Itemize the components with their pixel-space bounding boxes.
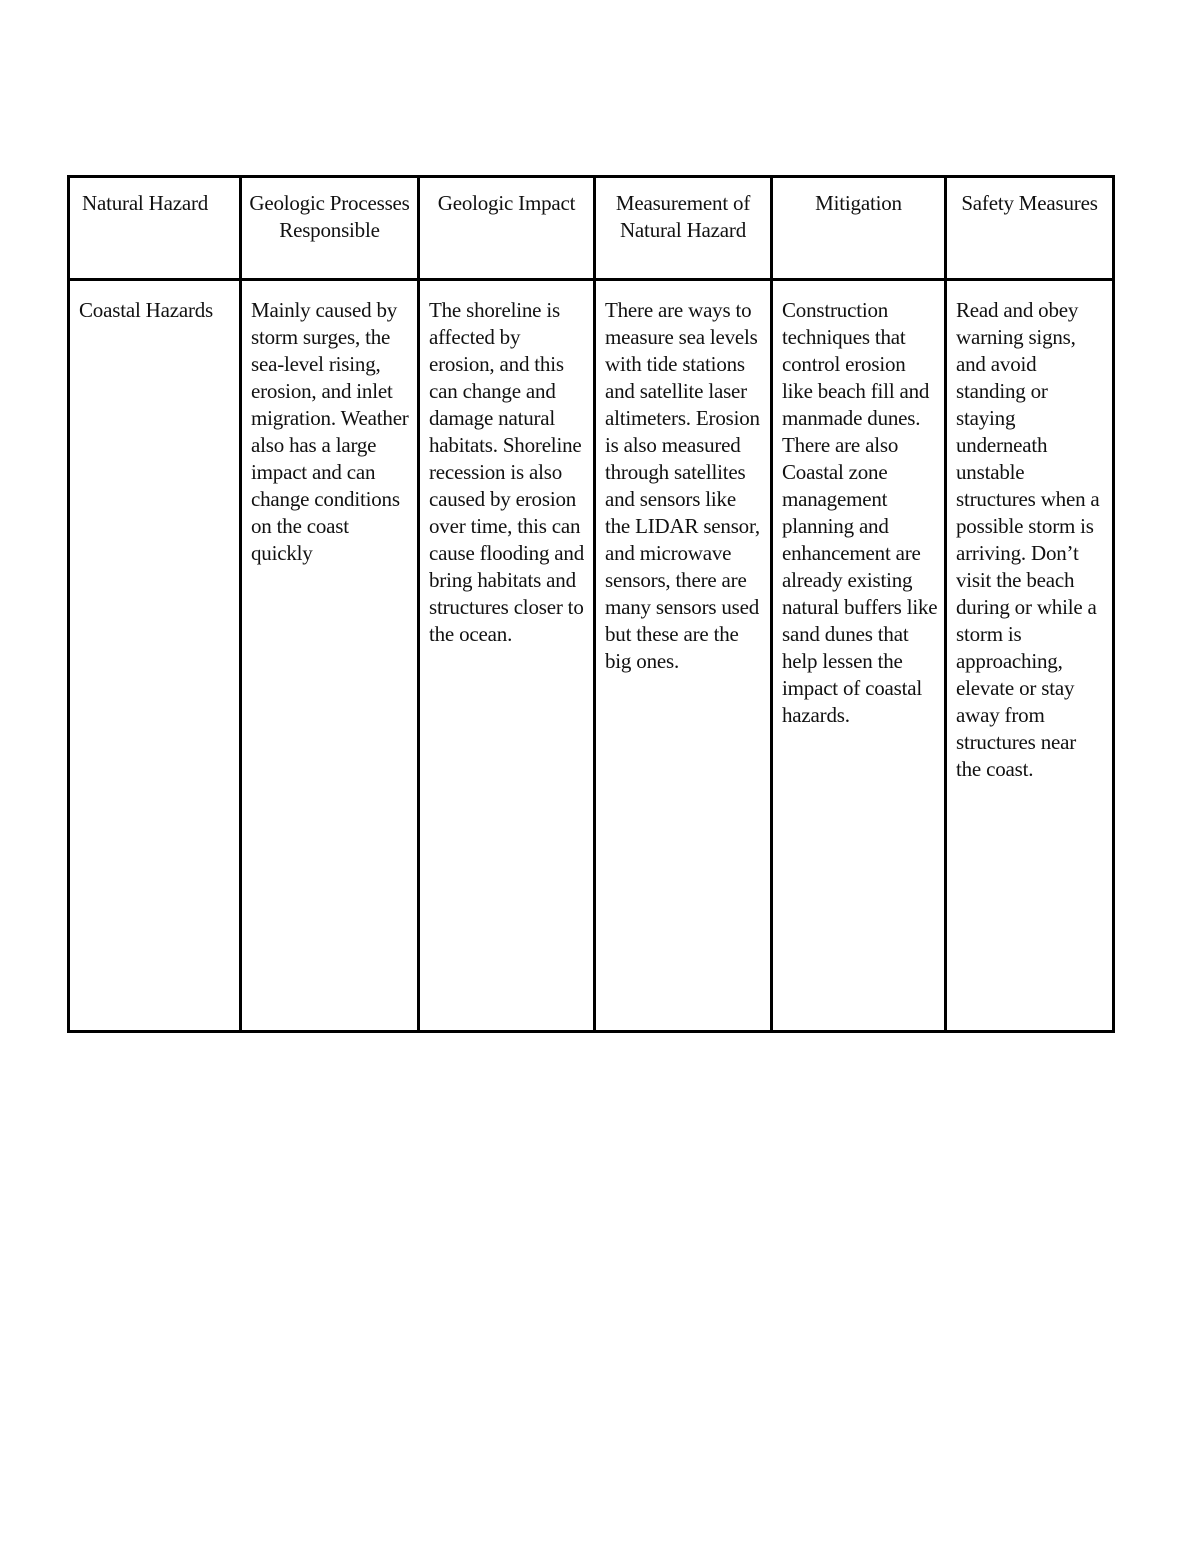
cell-safety-measures: Read and obey warning signs, and avoid standing or staying underneath unstable structures when a possible storm is arriving. Don’t visit the beach during or while a storm is approaching, elevate or stay away from structures near the coast.: [946, 280, 1114, 1032]
header-mitigation: Mitigation: [772, 177, 946, 280]
cell-natural-hazard: Coastal Hazards: [69, 280, 241, 1032]
cell-geologic-impact: The shoreline is affected by erosion, and this can change and damage natural habitats. Shoreline recession is also caused by erosion over time, this can cause flooding and bring habitats and structures closer to the ocean.: [419, 280, 595, 1032]
header-safety-measures: Safety Measures: [946, 177, 1114, 280]
table-header-row: [69, 177, 1114, 280]
header-measurement: Measurement of Natural Hazard: [595, 177, 772, 280]
header-geologic-impact: Geologic Impact: [419, 177, 595, 280]
header-natural-hazard: Natural Hazard: [69, 177, 241, 280]
header-geologic-processes: Geologic Processes Responsible: [241, 177, 419, 280]
cell-geologic-processes: Mainly caused by storm surges, the sea-level rising, erosion, and inlet migration. Weather also has a large impact and can change conditions on the coast quickly: [241, 280, 419, 1032]
table-row: [69, 280, 1114, 1032]
cell-measurement: There are ways to measure sea levels with tide stations and satellite laser altimeters. Erosion is also measured through satellites and sensors like the LIDAR sensor, and microwave sensors, there are many sensors used but these are the big ones.: [595, 280, 772, 1032]
cell-mitigation: Construction techniques that control erosion like beach fill and manmade dunes. There are also Coastal zone management planning and enhancement are already existing natural buffers like sand dunes that help lessen the impact of coastal hazards.: [772, 280, 946, 1032]
hazard-table: [67, 175, 1115, 1033]
